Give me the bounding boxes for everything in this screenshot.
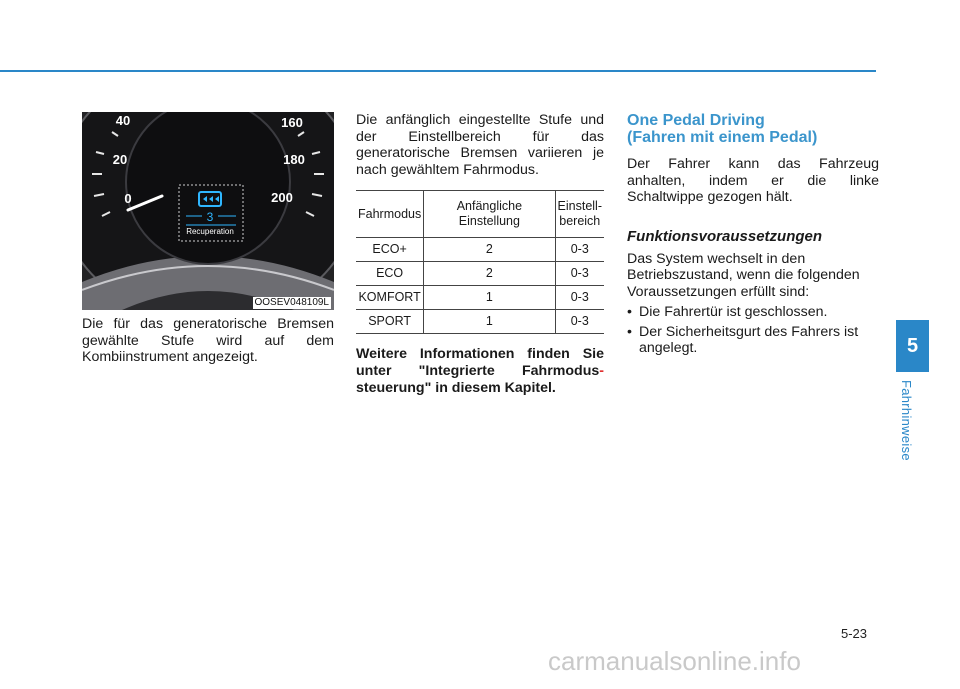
mode-intro: Die anfänglich eingestellte Stufe und der Einstellbereich für das generatorische Bremsen variieren je nach gewähltem Fahrmodus. bbox=[356, 112, 604, 178]
gauge-label-20: 20 bbox=[112, 152, 128, 167]
gauge-label-40: 40 bbox=[115, 113, 131, 128]
chapter-label bbox=[899, 380, 923, 470]
gauge-label-0: 0 bbox=[124, 191, 132, 206]
header-setting-range bbox=[555, 191, 604, 238]
subheading-text: Das System wechselt in den Betriebszustand, wenn die folgenden Voraussetzungen erfüllt sind: bbox=[627, 250, 860, 300]
heading-line2: (Fahren mit einem Pedal) bbox=[627, 129, 818, 146]
more-info-note bbox=[356, 346, 604, 397]
cell-mode: ECO+ bbox=[356, 238, 424, 262]
indicator-label: Recuperation bbox=[186, 227, 234, 236]
chapter-tab[interactable]: 5 bbox=[896, 320, 929, 372]
cell-mode: SPORT bbox=[356, 310, 424, 334]
table-header-row bbox=[356, 191, 604, 238]
cell-range: 0-3 bbox=[555, 262, 604, 286]
cell-range: 0-3 bbox=[555, 238, 604, 262]
section-text: Der Fahrer kann das Fahrzeug anhalten, indem er die linke Schaltwippe gezogen hält. bbox=[627, 156, 879, 205]
column-left bbox=[82, 112, 334, 366]
list-item: • Die Fahrertür ist geschlossen. bbox=[627, 304, 879, 321]
cell-initial: 1 bbox=[424, 310, 555, 334]
cluster-illustration bbox=[82, 112, 334, 310]
column-middle bbox=[356, 112, 604, 397]
watermark: carmanualsonline.info bbox=[548, 646, 801, 676]
header-initial-setting: Anfängliche Einstellung bbox=[424, 191, 555, 238]
note-hyphen: - bbox=[599, 363, 604, 379]
cell-range: 0-3 bbox=[555, 286, 604, 310]
table-row bbox=[356, 262, 604, 286]
header-fahrmodus: Fahrmodus bbox=[356, 191, 424, 238]
note-part1: Weitere Informationen finden Sie unter "Integrierte Fahrmodus bbox=[356, 346, 604, 379]
subheading: Funktionsvoraussetzungen bbox=[627, 227, 823, 245]
instrument-cluster-figure bbox=[82, 112, 334, 310]
header-range-part2: bereich bbox=[559, 214, 601, 228]
top-rule bbox=[0, 70, 876, 72]
table-row bbox=[356, 310, 604, 334]
cell-initial: 2 bbox=[424, 238, 555, 262]
indicator-value: 3 bbox=[206, 210, 214, 224]
cell-range: 0-3 bbox=[555, 310, 604, 334]
gauge-label-180: 180 bbox=[283, 152, 305, 167]
gauge-label-200: 200 bbox=[271, 190, 293, 205]
cell-initial: 2 bbox=[424, 262, 555, 286]
conditions-list bbox=[627, 304, 879, 357]
drive-mode-table bbox=[356, 190, 604, 334]
table-row bbox=[356, 286, 604, 310]
cell-mode: ECO bbox=[356, 262, 424, 286]
page-number: 5-23 bbox=[841, 626, 868, 641]
chapter-title: Fahrhinweise bbox=[899, 380, 914, 461]
header-range-part1: Einstell- bbox=[557, 199, 602, 213]
list-item: • Der Sicherheitsgurt des Fahrers ist angelegt. bbox=[627, 324, 879, 357]
note-part2: steuerung" in diesem Kapitel. bbox=[356, 380, 556, 396]
cell-initial: 1 bbox=[424, 286, 555, 310]
image-code: OOSEV048109L bbox=[254, 297, 329, 308]
table-row bbox=[356, 238, 604, 262]
heading-line1: One Pedal Driving bbox=[627, 112, 765, 129]
cell-mode: KOMFORT bbox=[356, 286, 424, 310]
gauge-label-160: 160 bbox=[281, 115, 303, 130]
column-right bbox=[627, 112, 879, 357]
section-heading bbox=[627, 112, 879, 146]
cluster-description: Die für das generatorische Bremsen gewählte Stufe wird auf dem Kombiinstrument angezeigt. bbox=[82, 316, 334, 365]
